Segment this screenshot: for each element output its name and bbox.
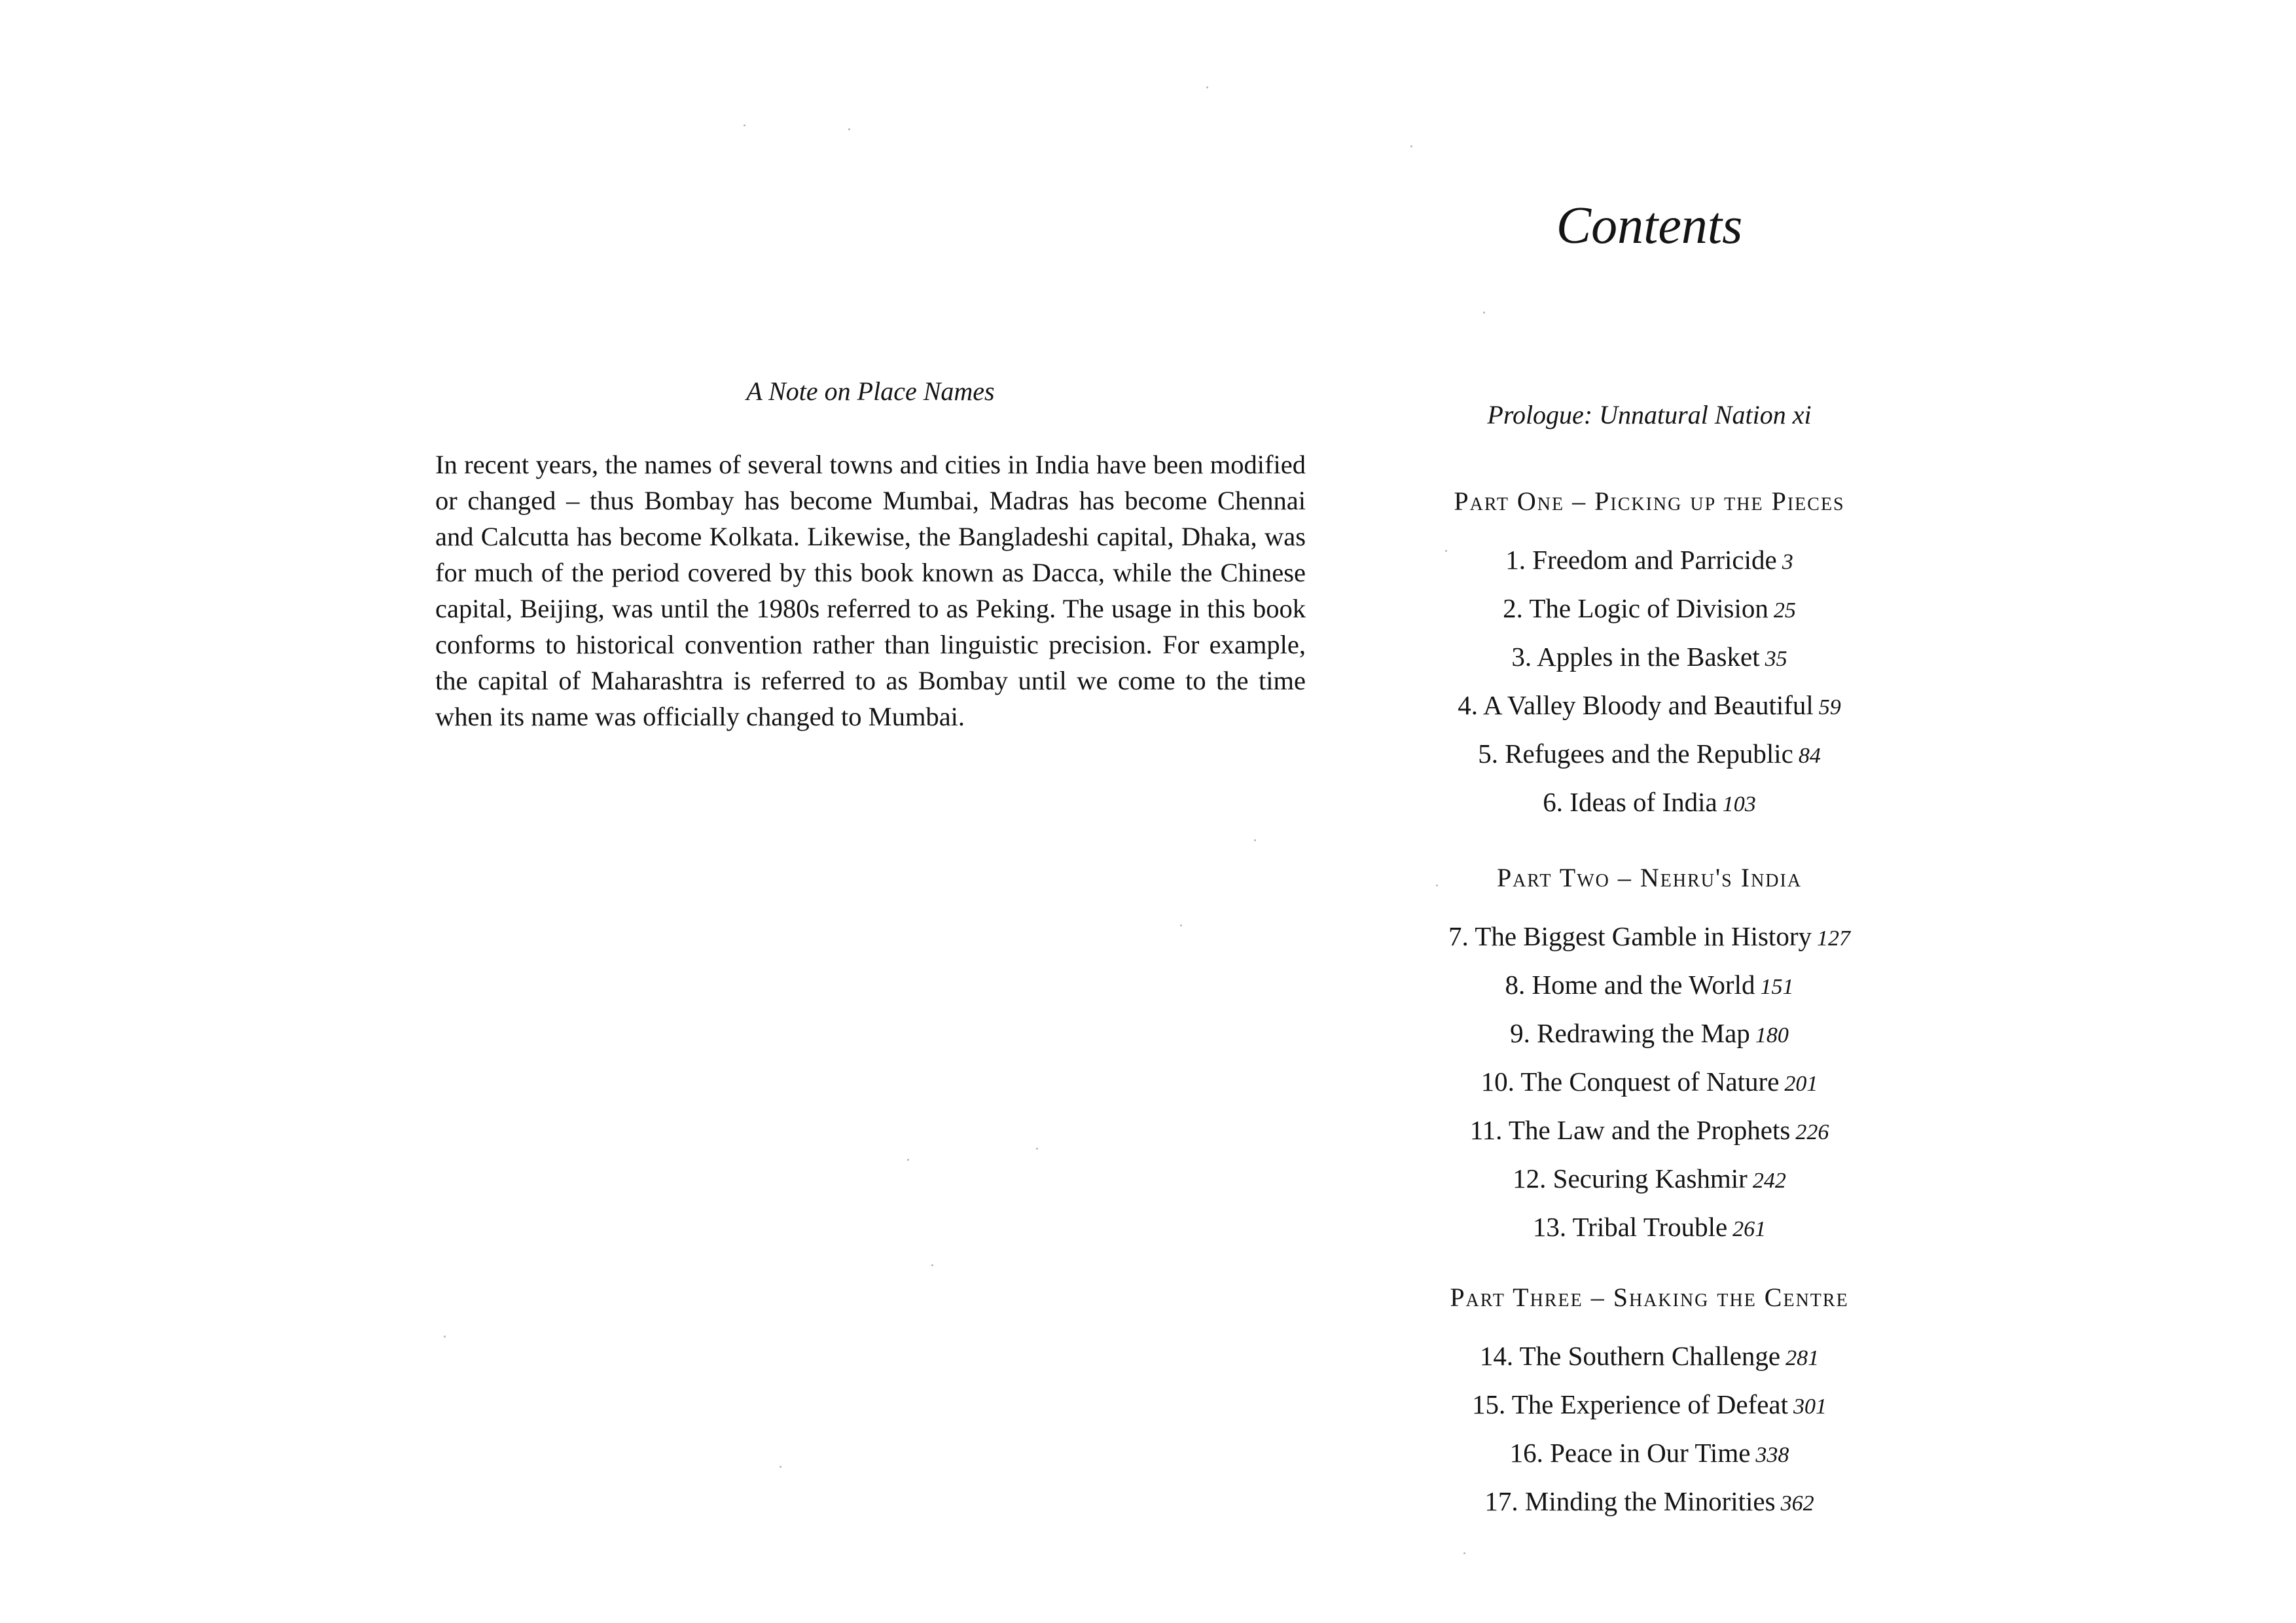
chapter-page-number: 301 [1793, 1395, 1827, 1419]
chapter-title: 4. A Valley Bloody and Beautiful [1458, 690, 1814, 720]
chapter-list [1374, 537, 1924, 828]
chapter-title: 2. The Logic of Division [1503, 593, 1768, 623]
scan-speck [1180, 924, 1182, 926]
chapter-entry [1374, 1156, 1924, 1204]
chapter-entry [1374, 585, 1924, 634]
scan-speck [1445, 550, 1447, 552]
chapter-title: 14. The Southern Challenge [1479, 1341, 1781, 1371]
chapter-page-number: 59 [1818, 695, 1841, 720]
chapter-entry [1374, 1204, 1924, 1252]
part-heading: Part Two – Nehru's India [1496, 863, 1803, 892]
scan-speck [444, 1336, 446, 1338]
chapter-page-number: 362 [1780, 1491, 1814, 1516]
chapter-entry [1374, 779, 1924, 828]
chapter-title: 13. Tribal Trouble [1532, 1212, 1728, 1242]
chapter-entry [1374, 1059, 1924, 1107]
chapter-title: 10. The Conquest of Nature [1480, 1067, 1780, 1097]
toc-part-three [1374, 1278, 1924, 1527]
chapter-title: 9. Redrawing the Map [1510, 1018, 1750, 1048]
chapter-entry [1374, 731, 1924, 779]
chapter-page-number: 201 [1784, 1072, 1818, 1096]
chapter-page-number: 151 [1760, 975, 1794, 999]
chapter-page-number: 35 [1765, 647, 1787, 671]
chapter-page-number: 103 [1722, 792, 1756, 816]
chapter-title: 1. Freedom and Parricide [1505, 545, 1777, 575]
chapter-entry [1374, 682, 1924, 731]
chapter-page-number: 281 [1785, 1346, 1820, 1370]
scan-speck [907, 1159, 909, 1161]
scan-speck [1036, 1148, 1038, 1150]
chapter-title: 3. Apples in the Basket [1511, 642, 1760, 672]
scan-speck [1463, 1552, 1465, 1554]
chapter-page-number: 84 [1798, 744, 1821, 768]
scan-speck [848, 128, 850, 130]
toc-part-one [1374, 482, 1924, 828]
scan-speck [744, 124, 745, 126]
chapter-title: 8. Home and the World [1505, 970, 1755, 1000]
toc-part-two [1374, 858, 1924, 1252]
chapter-page-number: 127 [1816, 926, 1850, 951]
chapter-list [1374, 913, 1924, 1252]
chapter-entry [1374, 1478, 1924, 1527]
note-title: A Note on Place Names [746, 376, 995, 406]
chapter-entry [1374, 1381, 1924, 1430]
chapter-title: 5. Refugees and the Republic [1478, 739, 1793, 769]
chapter-title: 7. The Biggest Gamble in History [1448, 921, 1812, 951]
chapter-title: 17. Minding the Minorities [1484, 1486, 1776, 1516]
chapter-page-number: 25 [1773, 598, 1796, 623]
chapter-page-number: 242 [1752, 1169, 1786, 1193]
scan-speck [1206, 86, 1208, 88]
scan-speck [1410, 145, 1412, 147]
chapter-entry [1374, 913, 1924, 962]
chapter-page-number: 3 [1782, 550, 1793, 574]
part-heading: Part Three – Shaking the Centre [1450, 1283, 1849, 1312]
chapter-title: 12. Securing Kashmir [1513, 1163, 1748, 1194]
chapter-entry [1374, 1010, 1924, 1059]
part-heading: Part One – Picking up the Pieces [1454, 486, 1845, 516]
contents-title: Contents [1556, 197, 1743, 255]
chapter-entry [1374, 962, 1924, 1010]
scan-speck [1483, 312, 1485, 314]
chapter-page-number: 338 [1755, 1443, 1789, 1467]
chapter-title: 15. The Experience of Defeat [1471, 1389, 1789, 1419]
chapter-list [1374, 1333, 1924, 1527]
chapter-page-number: 261 [1732, 1217, 1767, 1241]
chapter-title: 11. The Law and the Prophets [1469, 1115, 1791, 1145]
chapter-entry [1374, 1430, 1924, 1478]
chapter-entry [1374, 537, 1924, 585]
chapter-page-number: 180 [1755, 1023, 1789, 1048]
scan-speck [931, 1264, 933, 1266]
note-body: In recent years, the names of several towns and cities in India have been modified or changed – thus Bombay has become Mumbai, Madras has become Chennai and Calcutta has become Kolkata. Likewise, the Bangladeshi capital, Dhaka, was for much of the period covered by this book known as Dacca, while the Chinese capital, Beijing, was until the 1980s referred to as Peking. The usage in this book conforms to historical convention rather than linguistic precision. For example, the capital of Maharashtra is referred to as Bombay until we come to the time when its name was officially changed to Mumbai. [435, 450, 1306, 731]
scan-speck [1436, 884, 1438, 886]
chapter-title: 6. Ideas of India [1543, 787, 1717, 817]
chapter-entry [1374, 634, 1924, 682]
prologue-entry: Prologue: Unnatural Nation xi [1487, 400, 1812, 429]
chapter-entry [1374, 1107, 1924, 1156]
chapter-entry [1374, 1333, 1924, 1381]
chapter-page-number: 226 [1795, 1120, 1829, 1144]
scan-speck [780, 1466, 781, 1468]
chapter-title: 16. Peace in Our Time [1509, 1438, 1751, 1468]
scan-speck [1254, 839, 1256, 841]
